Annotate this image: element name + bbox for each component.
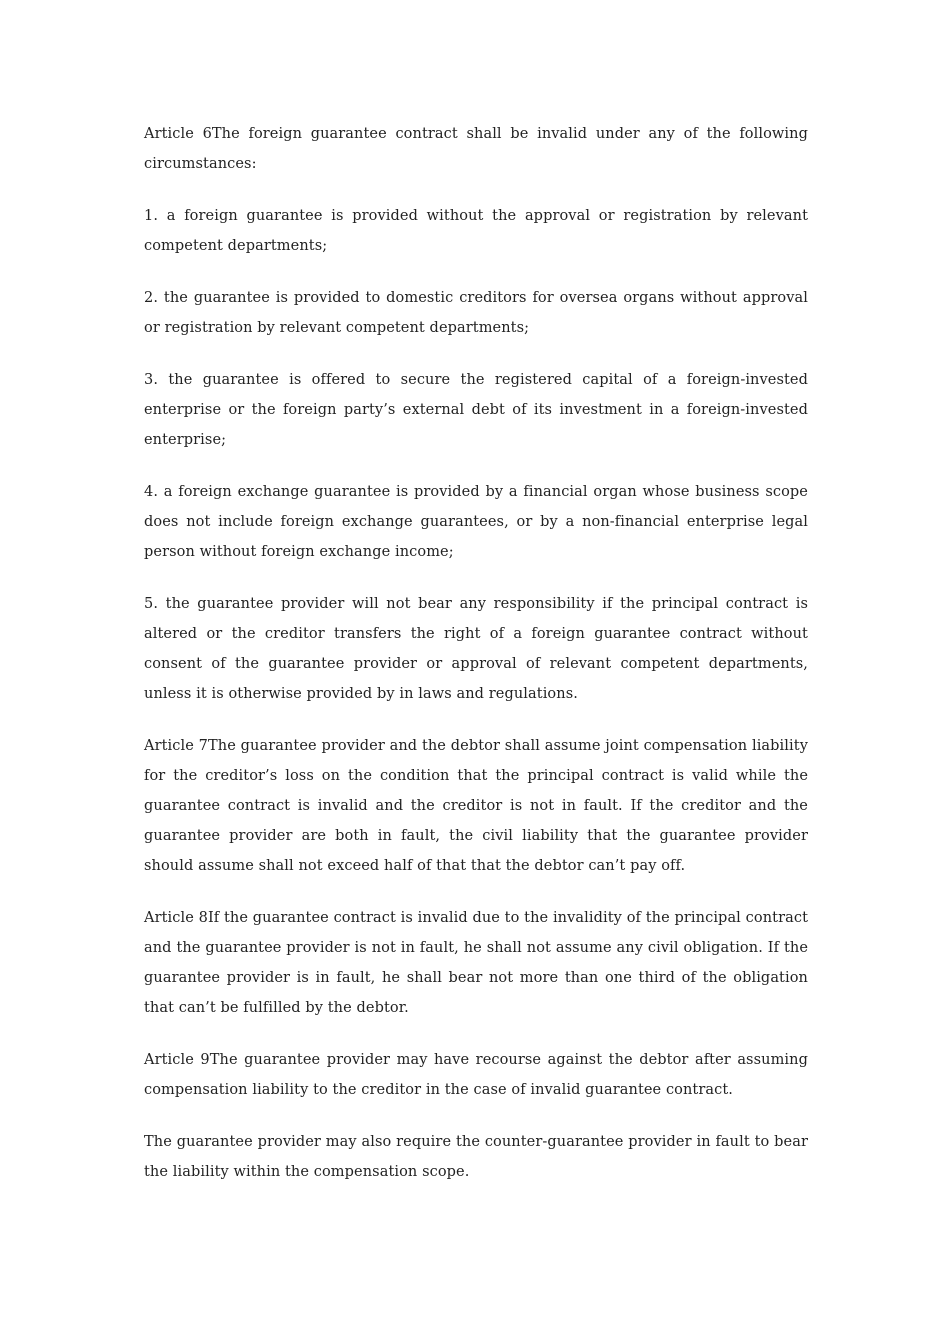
paragraph-article-9: Article 9The guarantee provider may have recourse against the debtor after assuming compensation liability to the creditor in the case of invalid guarantee contract. (144, 1052, 808, 1098)
paragraph-article-9-continued: The guarantee provider may also require the counter-guarantee provider in fault to bear the liability within the compensation scope. (144, 1134, 808, 1180)
paragraph-item-3: 3. the guarantee is offered to secure the registered capital of a foreign-invested enterprise or the foreign party’s external debt of its investment in a foreign-invested enterprise; (144, 372, 808, 448)
paragraph-item-1: 1. a foreign guarantee is provided without the approval or registration by relevant competent departments; (144, 208, 808, 254)
document-page (144, 119, 808, 1209)
paragraph-item-5: 5. the guarantee provider will not bear any responsibility if the principal contract is altered or the creditor transfers the right of a foreign guarantee contract without consent of the guarantee provider or approval of relevant competent departments, unless it is otherwise provided by in laws and regulations. (144, 596, 808, 702)
paragraph-item-2: 2. the guarantee is provided to domestic creditors for oversea organs without approval or registration by relevant competent departments; (144, 290, 808, 336)
paragraph-article-6: Article 6The foreign guarantee contract shall be invalid under any of the following circumstances: (144, 126, 808, 172)
paragraph-item-4: 4. a foreign exchange guarantee is provided by a financial organ whose business scope does not include foreign exchange guarantees, or by a non-financial enterprise legal person without foreign exchange income; (144, 484, 808, 560)
paragraph-article-7: Article 7The guarantee provider and the debtor shall assume joint compensation liability for the creditor’s loss on the condition that the principal contract is valid while the guarantee contract is invalid and the creditor is not in fault. If the creditor and the guarantee provider are both in fault, the civil liability that the guarantee provider should assume shall not exceed half of that that the debtor can’t pay off. (144, 738, 808, 874)
paragraph-article-8: Article 8If the guarantee contract is invalid due to the invalidity of the principal contract and the guarantee provider is not in fault, he shall not assume any civil obligation. If the guarantee provider is in fault, he shall bear not more than one third of the obligation that can’t be fulfilled by the debtor. (144, 910, 808, 1016)
